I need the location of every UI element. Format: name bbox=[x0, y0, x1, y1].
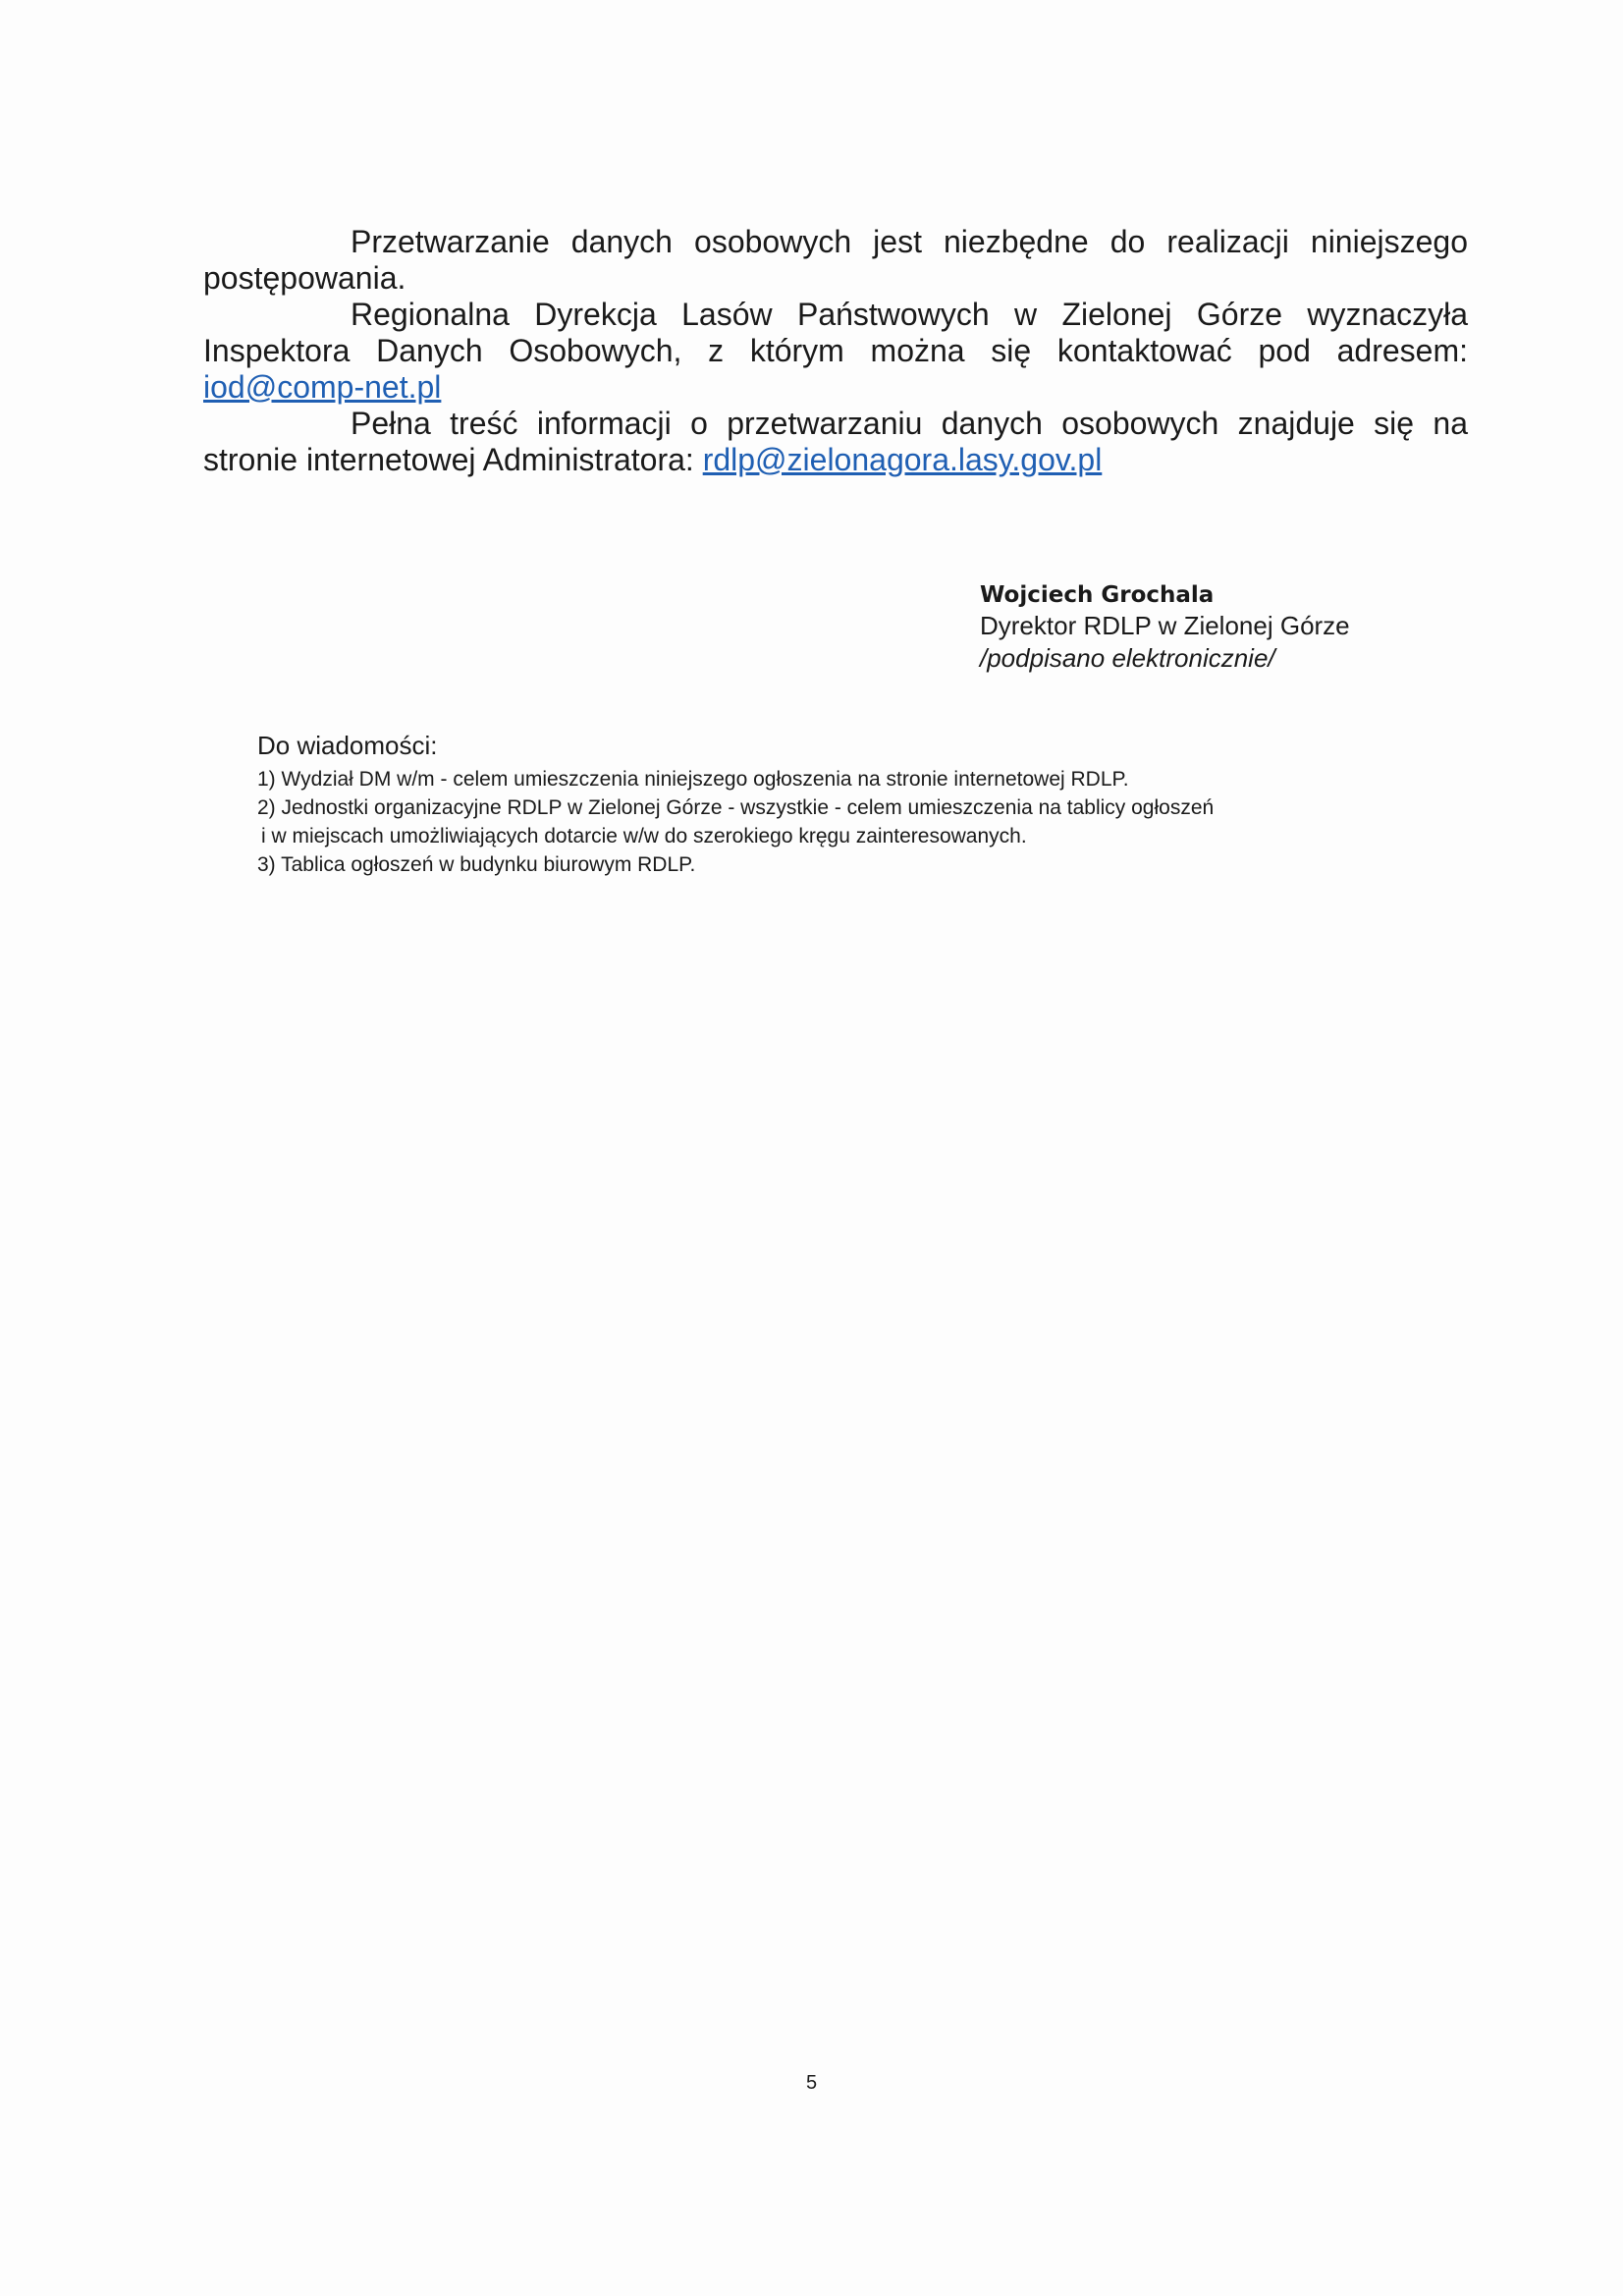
paragraph-data-inspector bbox=[203, 297, 1468, 406]
signature-block bbox=[980, 580, 1471, 675]
distribution-item-3: 3) Tablica ogłoszeń w budynku biurowym RDLP. bbox=[257, 853, 696, 876]
paragraph-full-info bbox=[203, 406, 1468, 478]
signature-note: /podpisano elektronicznie/ bbox=[980, 643, 1275, 673]
distribution-heading: Do wiadomości: bbox=[257, 731, 438, 760]
paragraph-data-processing bbox=[203, 224, 1468, 297]
distribution-item-2: 2) Jednostki organizacyjne RDLP w Zielonej Górze - wszystkie - celem umieszczenia na tablicy ogłoszeń bbox=[257, 796, 1215, 819]
distribution-item-2-continued: i w miejscach umożliwiających dotarcie w/w do szerokiego kręgu zainteresowanych. bbox=[261, 825, 1027, 847]
iod-email-link[interactable]: iod@comp-net.pl bbox=[203, 369, 442, 405]
distribution-list bbox=[257, 729, 1386, 879]
page-number: 5 bbox=[805, 2072, 818, 2094]
distribution-item-1: 1) Wydział DM w/m - celem umieszczenia niniejszego ogłoszenia na stronie internetowej RDLP. bbox=[257, 768, 1129, 791]
body-text bbox=[203, 224, 1468, 478]
paragraph-full-info-text: Pełna treść informacji o przetwarzaniu danych osobowych znajduje się na stronie internetowej Administratora: bbox=[203, 406, 1468, 477]
signatory-title: Dyrektor RDLP w Zielonej Górze bbox=[980, 611, 1350, 640]
paragraph-data-processing-text: Przetwarzanie danych osobowych jest niezbędne do realizacji niniejszego postępowania. bbox=[203, 224, 1468, 296]
rdlp-email-link[interactable]: rdlp@zielonagora.lasy.gov.pl bbox=[702, 442, 1103, 477]
paragraph-data-inspector-text: Regionalna Dyrekcja Lasów Państwowych w Zielonej Górze wyznaczyła Inspektora Danych Osobowych, z którym można się kontaktować pod adresem: bbox=[203, 297, 1468, 368]
signatory-name: Wojciech Grochala bbox=[980, 582, 1215, 608]
